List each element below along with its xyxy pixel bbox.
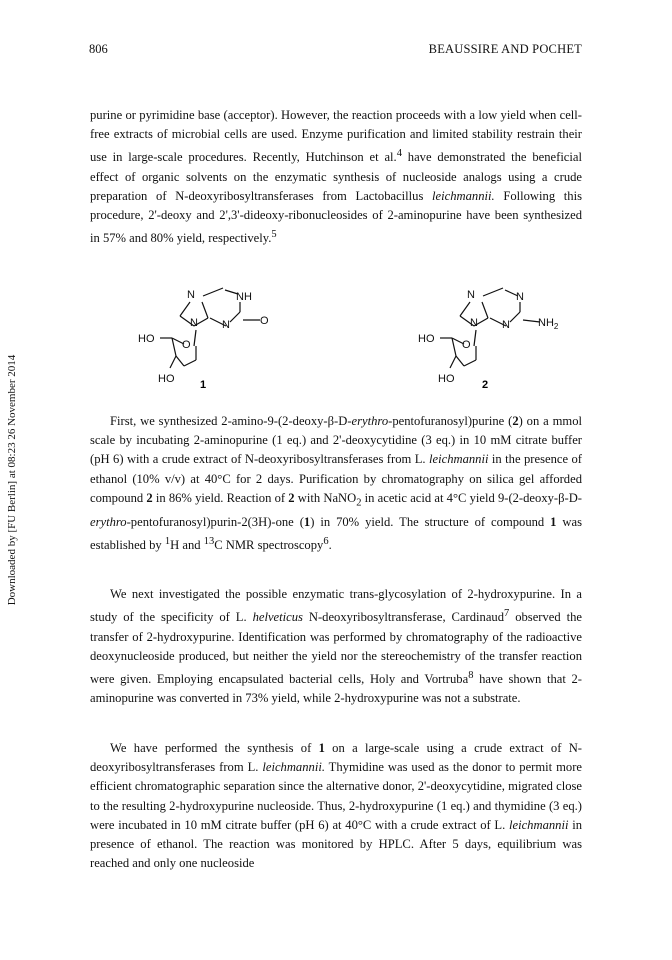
paragraph-3: We next investigated the possible enzymatic trans-glycosylation of 2-hydroxypurine. In a study of the specificity of L. helveticus N-deoxyribosyltransferase, Cardinaud$^7$ observed the transfer of 2-hydroxypurine. Identification was performed by chromatography of the radioactive deoxynucleoside produced, but neither the yield nor the stereochemistry of the transfer reaction were given. Employing encapsulated bacterial cells, Holy and Vortruba$^8$ have shown that 2-aminopurine was converted in 73% yield, while 2-hydroxypurine was not a substrate.: [90, 587, 582, 706]
atom-o-1: O: [260, 315, 269, 327]
atom-nh2-2: $NH_2$: [538, 317, 559, 331]
paragraph-2: First, we synthesized 2-amino-9-(2-deoxy-β-D-erythro-pentofuranosyl)purine (2) on a mmol scale by incubating 2-aminopurine (1 eq.) and 2'-deoxycytidine (3 eq.) in 10 mM citrate buffer (pH 6) with a crude extract of N-deoxyribosyltransferases from L. leichmannii in the presence of ethanol (10% v/v) at 40°C for 2 days. Purification by chromatography on silica gel afforded compound 2 in 86% yield. Reaction of 2 with NaNO$_2$ in acetic acid at 4°C yield 9-(2-deoxy-β-D-erythro-pentofuranosyl)purin-2(3H)-one (1) in 70% yield. The structure of compound 1 was established by $^1$H and $^{13}$C NMR spectroscopy$^6$.: [90, 414, 582, 552]
reference-5: 5: [271, 229, 277, 241]
atom-nh-1: NH: [236, 291, 252, 303]
running-head: BEAUSSIRE AND POCHET: [428, 42, 582, 56]
download-notice-text: Downloaded by [FU Berlin] at 08:23 26 November 2014: [6, 354, 18, 606]
atom-ho5-2: HO: [418, 333, 435, 345]
atom-o4-2: O: [462, 339, 471, 351]
paragraph-4: We have performed the synthesis of 1 on a large-scale using a crude extract of N-deoxyribosyltransferases from L. leichmannii. Thymidine was used as the donor to permit more efficient chromatographic separation since the alternative donor, 2'-deoxycytidine, migrated close to the resulting 2-hydroxypurine nucleoside. Thus, 2-hydroxypurine (1 eq.) and thymidine (3 eq.) were incubated in 10 mM citrate buffer (pH 6) at 40°C with a crude extract of L. leichmannii in presence of ethanol. The reaction was monitored by HPLC. After 5 days, equilibrium was reached and only one nucleoside: [90, 741, 582, 871]
atom-n3-1: N: [222, 319, 230, 331]
atom-n9-2: N: [470, 317, 478, 329]
paragraph-1: purine or pyrimidine base (acceptor). However, the reaction proceeds with a low yield when cell-free extracts of microbial cells are used. Enzyme purification and limited stability restrain their use in large-scale procedures. Recently, Hutchinson et al.$^4$ have demonstrated the beneficial effect of organic solvents on the enzymatic synthesis of nucleoside analogs using a crude preparation of N-deoxyribosyltransferases from Lactobacillus leichmannii. Following this procedure, 2'-deoxy and 2',3'-dideoxy-ribonucleosides of 2-aminopurine have been synthesized in 57% and 80% yield, respectively.$^5$: [90, 108, 582, 246]
compound-2-label: 2: [482, 379, 489, 391]
atom-n1-2: N: [516, 291, 524, 303]
atom-ho5-1: HO: [138, 333, 155, 345]
atom-ho3-1: HO: [158, 373, 175, 385]
page-number: 806: [89, 42, 108, 56]
structures-svg: [110, 282, 570, 400]
atom-n3-2: N: [502, 319, 510, 331]
compound-1-label: 1: [200, 379, 207, 391]
atom-o4-1: O: [182, 339, 191, 351]
chemical-structures-figure: [110, 282, 570, 400]
download-notice: [6, 250, 22, 710]
atom-ho3-2: HO: [438, 373, 455, 385]
reference-4: 4: [396, 148, 402, 160]
atom-n9-1: N: [190, 317, 198, 329]
atom-n7-2: N: [467, 289, 475, 301]
atom-n7-1: N: [187, 289, 195, 301]
